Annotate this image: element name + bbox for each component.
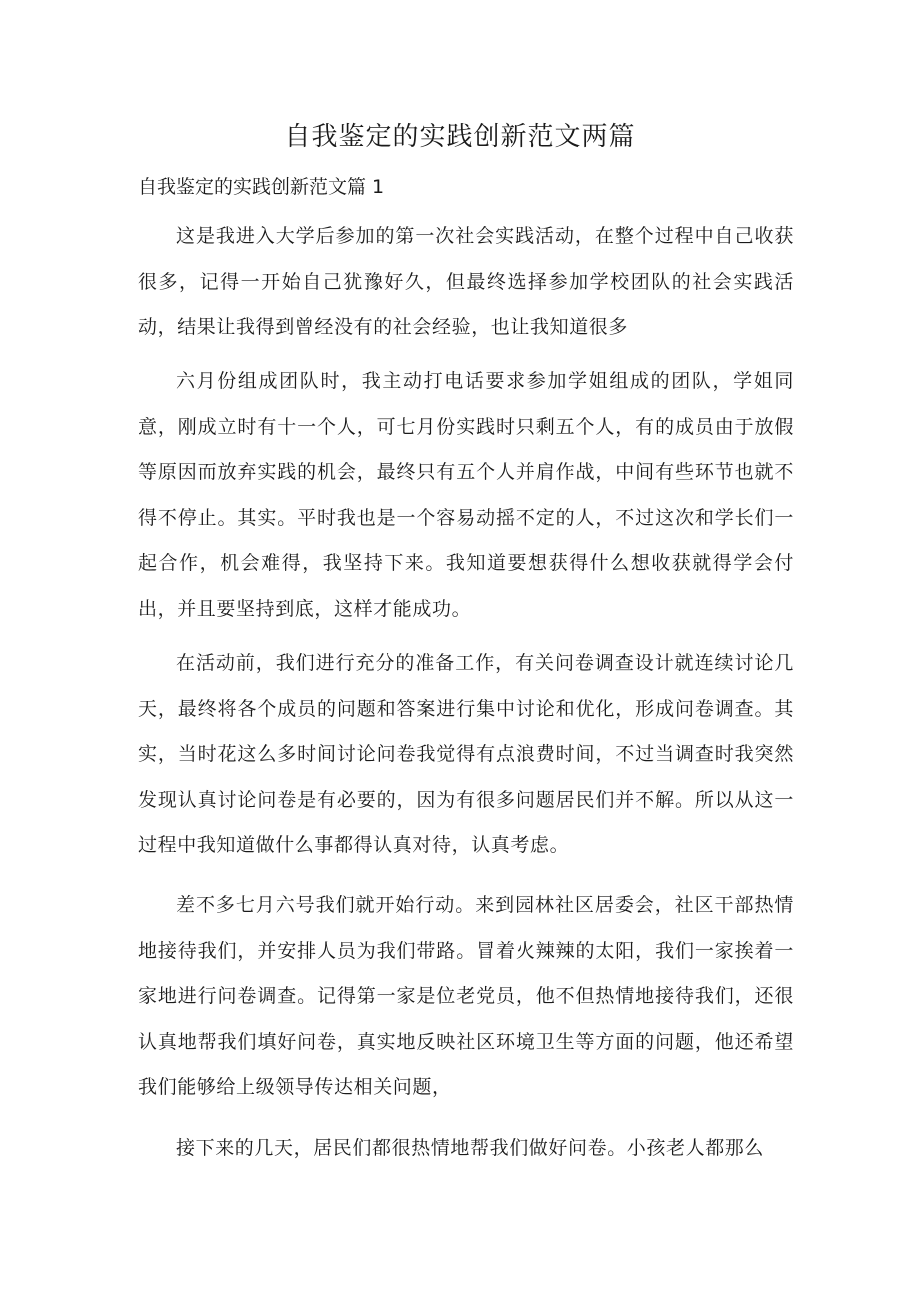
paragraph: 在活动前，我们进行充分的准备工作，有关问卷调查设计就连续讨论几天，最终将各个成员的问题和答案进行集中讨论和优化，形成问卷调查。其实，当时花这么多时间讨论问卷我觉得有点浪费时间，不过当调查时我突然发现认真讨论问卷是有必要的，因为有很多问题居民们并不解。所以从这一过程中我知道做什么事都得认真对待，认真考虑。 xyxy=(138,652,794,856)
paragraph: 六月份组成团队时，我主动打电话要求参加学姐组成的团队，学姐同意，刚成立时有十一个人，可七月份实践时只剩五个人，有的成员由于放假等原因而放弃实践的机会，最终只有五个人并肩作战，中间有些环节也就不得不停止。其实。平时我也是一个容易动摇不定的人，不过这次和学长们一起合作，机会难得，我坚持下来。我知道要想获得什么想收获就得学会付出，并且要坚持到底，这样才能成功。 xyxy=(138,370,794,620)
paragraph: 差不多七月六号我们就开始行动。来到园林社区居委会，社区干部热情地接待我们，并安排人员为我们带路。冒着火辣辣的太阳，我们一家挨着一家地进行问卷调查。记得第一家是位老党员，他不但热情地接待我们，还很认真地帮我们填好问卷，真实地反映社区环境卫生等方面的问题，他还希望我们能够给上级领导传达相关问题， xyxy=(138,894,794,1098)
document-title: 自我鉴定的实践创新范文两篇 xyxy=(284,122,636,152)
section-heading: 自我鉴定的实践创新范文篇 1 xyxy=(138,176,385,198)
paragraph: 这是我进入大学后参加的第一次社会实践活动，在整个过程中自己收获很多，记得一开始自己犹豫好久，但最终选择参加学校团队的社会实践活动，结果让我得到曾经没有的社会经验，也让我知道很多 xyxy=(138,225,794,338)
paragraph: 接下来的几天，居民们都很热情地帮我们做好问卷。小孩老人都那么 xyxy=(176,1137,765,1159)
